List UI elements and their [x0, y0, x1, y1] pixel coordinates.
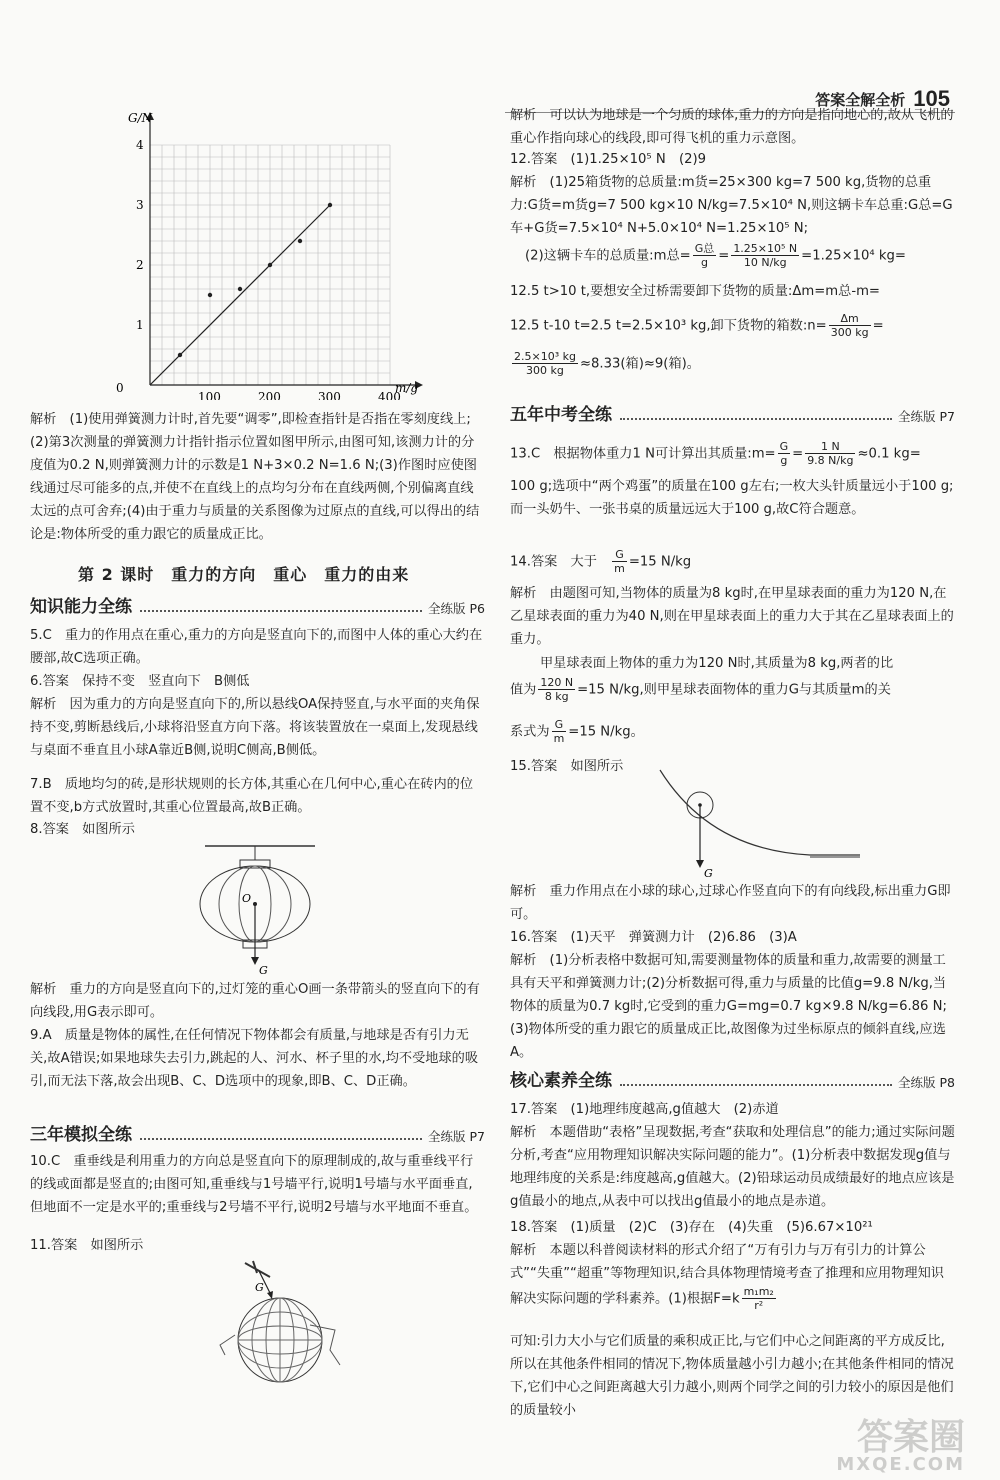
numerator: m₁m₂: [743, 1285, 774, 1298]
y-tick-label: 3: [136, 198, 144, 212]
fraction: [693, 242, 717, 269]
origin-label: 0: [116, 381, 124, 395]
question-11-answer: 11.答案 如图所示: [30, 1238, 144, 1253]
globe-diagram: [215, 1255, 355, 1395]
question-13-line1: 13.C 根据物体重力1 N可计算出其质量:m= $\frac{G}{g}$ = $\frac{1 N}{9.8 N/kg}$ ≈0.1 kg=: [510, 440, 921, 467]
numerator: G总: [694, 242, 715, 255]
denominator: 300 kg: [526, 364, 564, 377]
q12-text: =1.25×10⁴ kg=: [801, 248, 906, 264]
question-6-analysis: 解析 因为重力的方向是竖直向下的,所以悬线OA保持竖直,与水平面的夹角保持不变,剪断悬线后,小球将沿竖直方向下落。将该装置放在一桌面上,发现悬线与桌面不垂直且小球A靠近B侧,说明C侧高,B侧低。: [30, 697, 480, 758]
page-number: 105: [913, 86, 950, 111]
section-name: 五年中考全练: [510, 405, 612, 425]
section-three-year: [30, 1120, 485, 1145]
q18-text: 解析 本题以科普阅读材料的形式介绍了“万有引力与万有引力的计算公式”“失重”“超重”等物理知识,结合具体物理情境考查了推理和应用物理知识解决实际问题的学科素养。(1)根据F=k: [510, 1243, 944, 1307]
continent-sketch: [310, 1325, 340, 1365]
question-13-rest: 100 g;选项中“两个鸡蛋”的质量在100 g左右;一枚大头针质量远小于100 g;而一头奶牛、一张书桌的质量远远大于100 g,故C符合题意。: [510, 479, 954, 517]
question-18-answer: 18.答案 (1)质量 (2)C (3)存在 (4)失重 (5)6.67×10²¹: [510, 1220, 873, 1235]
denominator: m: [614, 562, 625, 575]
continent-sketch: [220, 1335, 235, 1355]
question-15-answer: 15.答案 如图所示: [510, 759, 624, 774]
section-dots: [620, 418, 892, 420]
x-axis-label: m/g: [395, 381, 419, 395]
section-dots: [140, 1138, 422, 1140]
question-12-analysis: 解析 (1)25箱货物的总质量:m货=25×300 kg=7 500 kg,货物的总重力:G货=m货g=7 500 kg×10 N/kg=7.5×10⁴ N,则这辆卡车总重:G总=G车+G货=7.5×10⁴ N+5.0×10⁴ N=1.25×10⁵ N;: [510, 175, 953, 236]
arrow-head: [251, 957, 259, 965]
fraction: [778, 440, 791, 467]
q14-text: 系式为: [510, 724, 550, 740]
denominator: 8 kg: [544, 690, 569, 703]
data-point: [238, 287, 242, 291]
data-point: [328, 203, 332, 207]
question-12-part4: 12.5 t-10 t=2.5 t=2.5×10³ kg,卸下货物的箱数:n= $\frac{\Delta m}{300 kg}$ =: [510, 312, 884, 339]
question-16-analysis: 解析 (1)分析表格中数据可知,需要测量物体的质量和重力,故需要的测量工具有天平和弹簧测力计;(2)分析数据可得,重力与质量的比值g=9.8 N/kg,当物体的质量为0.7 kg时,它受到的重力G=mg=0.7 kg×9.8 N/kg=6.86 N;(3)物体所受的重力跟它的质量成正比,故图像为过坐标原点的倾斜直线,应选A。: [510, 953, 947, 1060]
q12-text: ≈8.33(箱)≈9(箱)。: [579, 356, 700, 372]
x-tick-label: 200: [258, 390, 281, 400]
q14-text: =15 N/kg,则甲星球表面物体的重力G与其质量m的关: [577, 682, 891, 698]
x-tick-label: 400: [378, 390, 401, 400]
question-15-analysis: 解析 重力作用点在小球的球心,过球心作竖直向下的有向线段,标出重力G即可。: [510, 884, 951, 922]
question-14-relation: [510, 718, 955, 745]
q14-text: =15 N/kg: [628, 554, 692, 570]
gravity-mass-graph: [110, 100, 440, 400]
numerator: G: [779, 440, 789, 453]
q14-text: 值为: [510, 682, 537, 698]
section-five-year: [510, 400, 955, 425]
q14-text: 14.答案 大于: [510, 554, 597, 570]
fraction: [538, 676, 575, 703]
fraction: [731, 242, 799, 269]
lantern-g-label: G: [259, 964, 268, 977]
denominator: g: [700, 256, 708, 269]
question-14-analysis: 解析 由题图可知,当物体的质量为8 kg时,在甲星球表面的重力为120 N,在乙星球表面的重力为40 N,则在甲星球表面上的重力大于其在乙星球表面上的重力。: [510, 586, 954, 647]
section-name: 三年模拟全练: [30, 1125, 132, 1145]
question-5: 5.C 重力的作用点在重心,重力的方向是竖直向下的,而图中人体的重心大约在腰部,故C选项正确。: [30, 628, 483, 666]
question-17-answer: 17.答案 (1)地理纬度越高,g值越大 (2)赤道: [510, 1102, 779, 1117]
data-marks: [150, 203, 332, 385]
numerator: G: [552, 718, 567, 732]
watermark-url: MXQE.COM: [836, 1454, 965, 1475]
question-14-line: 甲星球表面上物体的重力为120 N时,其质量为8 kg,两者的比: [540, 656, 894, 671]
x-tick-label: 300: [318, 390, 341, 400]
center-of-gravity: [253, 902, 257, 906]
question-14-answer: [510, 548, 955, 575]
section-edition: 全练版 P7: [428, 1129, 485, 1144]
q13-text: ≈0.1 kg=: [857, 446, 921, 462]
numerator: 120 N: [540, 676, 574, 689]
section-edition: 全练版 P8: [898, 1075, 955, 1090]
question-12-part5: [510, 350, 955, 377]
q-analysis-graph: 解析 (1)使用弹簧测力计时,首先要“调零”,即检查指针是否指在零刻度线上;(2)第3次测量的弹簧测力计指针指示位置如图甲所示,由图可知,该测力计的分度值为0.2 N,则弹簧测力计的示数是1 N+3×0.2 N=1.6 N;(3)作图时应使图线通过尽可能多的点,并使不在直线上的点均匀分布在直线两侧,个别偏离直线太远的点可舍弃;(4)由于重力与质量的关系图像为过原点的直线,可以得出的结论是:物体所受的重力跟它的质量成正比。: [30, 412, 480, 542]
numerator: Δm: [829, 312, 871, 326]
section-knowledge: [30, 592, 485, 617]
ball-on-curve-diagram: [650, 765, 870, 880]
fraction: [612, 548, 627, 575]
question-11-analysis: 解析 可以认为地球是一个匀质的球体,重力的方向是指向地心的,故从飞机的重心作指向球心的线段,即可得飞机的重力示意图。: [510, 108, 954, 146]
denominator: r²: [754, 1299, 764, 1312]
section-name: 核心素养全练: [510, 1071, 612, 1091]
section-edition: 全练版 P7: [898, 409, 955, 424]
arrow-head: [696, 860, 704, 868]
question-17-analysis: 解析 本题借助“表格”呈现数据,考查“获取和处理信息”的能力;通过实际问题分析,考查“应用物理知识解决实际问题的能力”。(1)分析表中数据发现g值与地理纬度的关系是:纬度越高,g值越大。(2)铅球运动员成绩最好的地点应该是g值最小的地点,从表中可以找出g值最小的地点是赤道。: [510, 1125, 955, 1209]
numerator: G: [612, 548, 627, 562]
numerator: 2.5×10³ kg: [514, 350, 576, 363]
question-9: 9.A 质量是物体的属性,在任何情况下物体都会有质量,与地球是否有引力无关,故A错误;如果地球失去引力,跳起的人、河水、杯子里的水,均不受地球的吸引,而无法下落,故会出现B、C、D选项中的现象,即B、C、D正确。: [30, 1028, 479, 1089]
lantern-diagram: [195, 838, 325, 978]
question-8-answer: 8.答案 如图所示: [30, 822, 135, 837]
denominator: 9.8 N/kg: [807, 454, 854, 467]
y-tick-label: 1: [136, 318, 144, 332]
denominator: m: [553, 732, 565, 745]
fraction: [805, 440, 855, 467]
ball-g-label: G: [704, 867, 713, 880]
fraction: [552, 718, 567, 745]
y-tick-label: 2: [136, 258, 144, 272]
denominator: 300 kg: [830, 326, 869, 339]
question-12-part3: 12.5 t>10 t,要想安全过桥需要卸下货物的质量:Δm=m总-m=: [510, 284, 880, 299]
numerator: 1 N: [805, 440, 855, 454]
section-name: 知识能力全练: [30, 597, 132, 617]
question-18-continued: 可知:引力大小与它们质量的乘积成正比,与它们中心之间距离的平方成反比,所以在其他条件相同的情况下,物体质量越小引力越小;在其他条件相同的情况下,它们中心之间距离越大引力越小,则两个同学之间的引力较小的原因是他们的质量较小: [510, 1334, 954, 1418]
airplane-icon: [245, 1261, 270, 1277]
denominator: 10 N/kg: [743, 256, 787, 269]
y-axis-label: G/N: [128, 111, 153, 125]
question-14-ratio: [510, 676, 955, 703]
data-point: [298, 239, 302, 243]
lantern-o-label: O: [242, 892, 252, 905]
question-8-analysis: 解析 重力的方向是竖直向下的,过灯笼的重心O画一条带箭头的竖直向下的有向线段,用G表示即可。: [30, 982, 480, 1020]
question-6-answer: 6.答案 保持不变 竖直向下 B侧低: [30, 674, 250, 689]
question-12-part2: (2)这辆卡车的总质量:m总= $\frac{\text{G总}}{g}$ = $\frac{\text{1.25×10⁵ N}}{10 N/kg}$ =1.25×10⁴ kg=: [525, 242, 906, 269]
q13-text: 13.C 根据物体重力1 N可计算出其质量:m=: [510, 446, 776, 462]
fraction: [512, 350, 578, 377]
globe-g-label: G: [255, 1281, 264, 1294]
q12-text: 12.5 t-10 t=2.5 t=2.5×10³ kg,卸下货物的箱数:n=: [510, 318, 827, 334]
lesson-title: 第 2 课时 重力的方向 重心 重力的由来: [78, 565, 410, 584]
data-point: [208, 293, 212, 297]
data-point: [178, 353, 182, 357]
fraction: [829, 312, 871, 339]
question-7: 7.B 质地均匀的砖,是形状规则的长方体,其重心在几何中心,重心在砖内的位置不变,b方式放置时,其重心位置最高,故B正确。: [30, 777, 474, 815]
numerator: 1.25×10⁵ N: [733, 242, 798, 255]
watermark-logo: 答案圈: [856, 1417, 965, 1458]
arrow-head: [267, 1291, 273, 1299]
question-18-analysis: [510, 1239, 955, 1312]
x-tick-label: 100: [198, 390, 221, 400]
question-16-answer: 16.答案 (1)天平 弹簧测力计 (2)6.86 (3)A: [510, 930, 797, 945]
fit-line: [150, 205, 330, 385]
denominator: g: [780, 454, 788, 467]
section-core-literacy: [510, 1066, 955, 1091]
q12-text: (2)这辆卡车的总质量:m总=: [525, 248, 691, 264]
header-title: 答案全解全析: [815, 90, 906, 109]
data-point: [268, 263, 272, 267]
fraction: [742, 1285, 776, 1312]
y-tick-label: 4: [136, 138, 144, 152]
question-12-answer: 12.答案 (1)1.25×10⁵ N (2)9: [510, 152, 707, 167]
section-dots: [620, 1084, 892, 1086]
section-dots: [140, 610, 422, 612]
section-edition: 全练版 P6: [428, 601, 485, 616]
q14-text: =15 N/kg。: [568, 724, 644, 740]
question-10: 10.C 重垂线是利用重力的方向总是竖直向下的原理制成的,故与重垂线平行的线或面都是竖直的;由图可知,重垂线与1号墙平行,说明1号墙与水平面垂直,但地面不一定是水平的;重垂线与2号墙不平行,说明2号墙与水平地面不垂直。: [30, 1154, 478, 1215]
